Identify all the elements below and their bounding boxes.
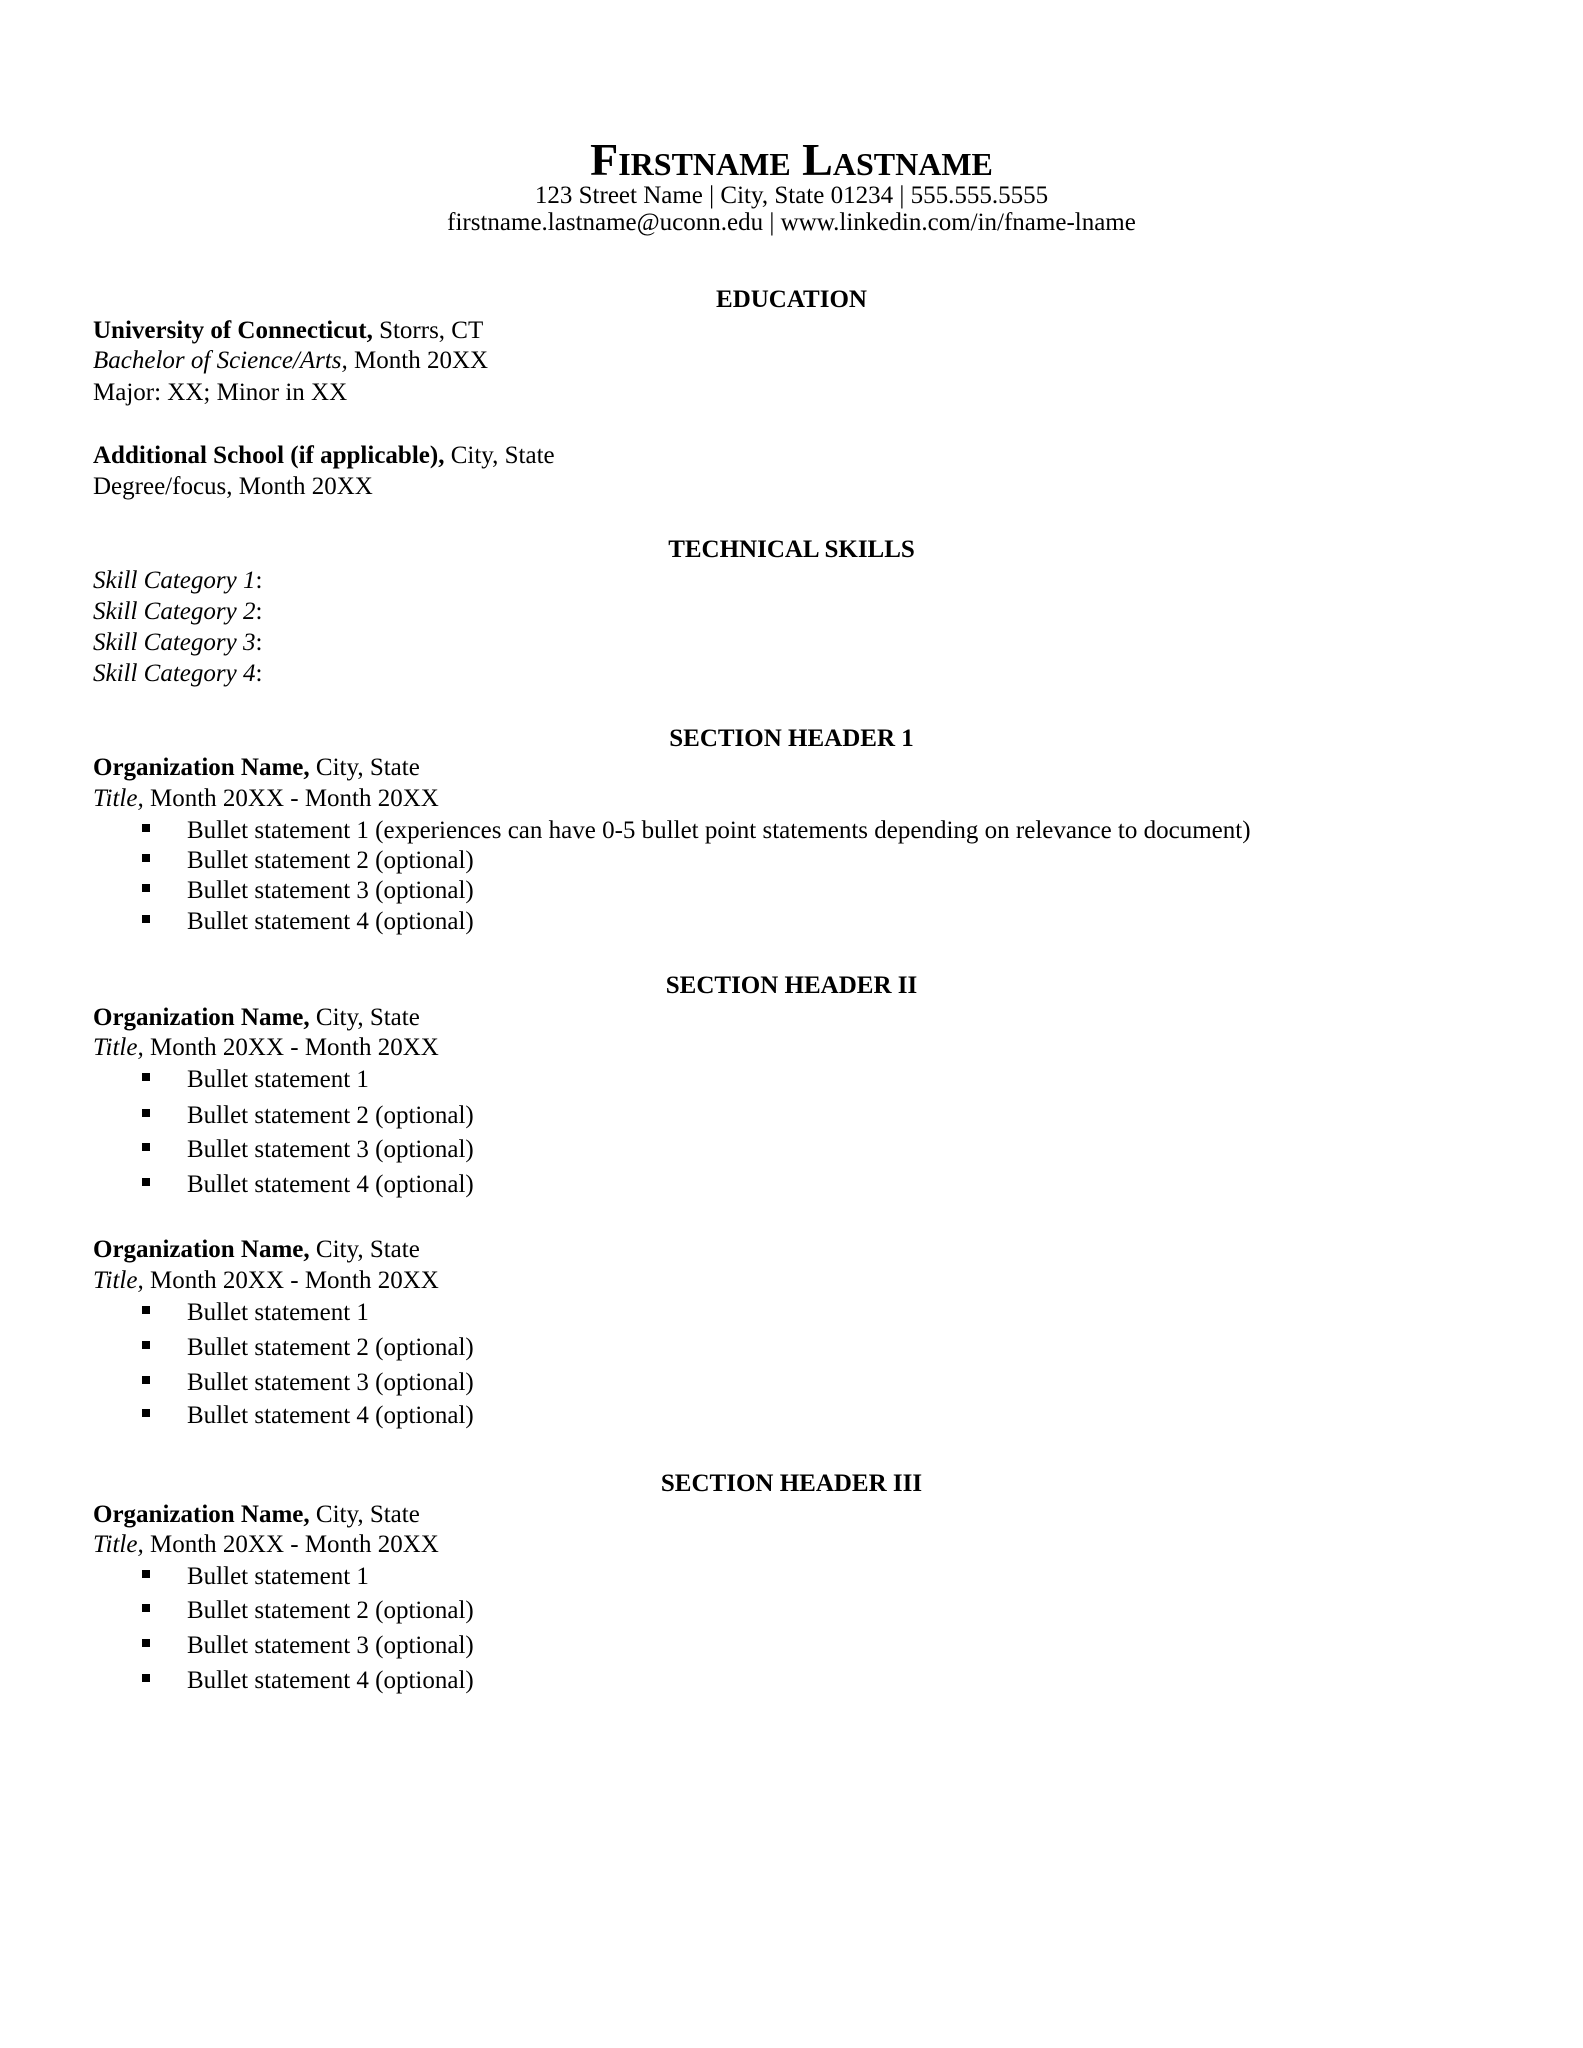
job-title: Title, <box>93 1531 144 1558</box>
school-location: Storrs, CT <box>372 317 484 344</box>
skill-colon: : <box>255 629 263 656</box>
skill-category <box>93 596 262 627</box>
organization-name: Organization Name, <box>93 1501 310 1528</box>
bullet-text: Bullet statement 1 <box>187 1563 369 1590</box>
section-heading-education: EDUCATION <box>716 286 867 313</box>
school-name: Additional School (if applicable), <box>93 442 445 469</box>
skill-category-label: Skill Category 1 <box>93 567 256 594</box>
square-bullet-icon <box>142 1109 150 1117</box>
skill-category <box>93 658 262 689</box>
job-dates: Month 20XX - Month 20XX <box>143 1531 439 1558</box>
skill-colon: : <box>255 660 263 687</box>
degree-line: Degree/focus, Month 20XX <box>93 473 373 500</box>
skill-category-label: Skill Category 4 <box>93 660 256 687</box>
resume-name: Firstname Lastname <box>590 134 993 185</box>
square-bullet-icon <box>142 884 150 892</box>
job-title: Title, <box>93 785 144 812</box>
school-location: City, State <box>444 442 555 469</box>
square-bullet-icon <box>142 854 150 862</box>
organization-name: Organization Name, <box>93 1236 310 1263</box>
degree-date: Month 20XX <box>347 347 489 374</box>
bullet-text: Bullet statement 1 <box>187 1299 369 1326</box>
section-heading-technical-skills: TECHNICAL SKILLS <box>668 536 915 563</box>
skill-category <box>93 627 262 658</box>
organization-line <box>93 1002 420 1033</box>
bullet-text: Bullet statement 4 (optional) <box>187 1667 474 1694</box>
organization-name: Organization Name, <box>93 1004 310 1031</box>
skill-category-label: Skill Category 2 <box>93 598 256 625</box>
job-title: Title, <box>93 1034 144 1061</box>
school-line <box>93 440 555 471</box>
square-bullet-icon <box>142 1073 150 1081</box>
square-bullet-icon <box>142 1143 150 1151</box>
bullet-text: Bullet statement 2 (optional) <box>187 1597 474 1624</box>
organization-location: City, State <box>309 754 420 781</box>
square-bullet-icon <box>142 1178 150 1186</box>
bullet-text: Bullet statement 2 (optional) <box>187 1334 474 1361</box>
skill-category <box>93 565 262 596</box>
skill-colon: : <box>255 567 263 594</box>
square-bullet-icon <box>142 1341 150 1349</box>
title-line <box>93 783 439 814</box>
organization-location: City, State <box>309 1236 420 1263</box>
bullet-text: Bullet statement 3 (optional) <box>187 1369 474 1396</box>
organization-location: City, State <box>309 1501 420 1528</box>
bullet-text: Bullet statement 1 <box>187 1066 369 1093</box>
school-line <box>93 315 483 346</box>
square-bullet-icon <box>142 1376 150 1384</box>
bullet-text: Bullet statement 3 (optional) <box>187 877 474 904</box>
organization-line <box>93 1234 420 1265</box>
bullet-text: Bullet statement 3 (optional) <box>187 1632 474 1659</box>
square-bullet-icon <box>142 1604 150 1612</box>
square-bullet-icon <box>142 824 150 832</box>
job-dates: Month 20XX - Month 20XX <box>143 1034 439 1061</box>
square-bullet-icon <box>142 1409 150 1417</box>
address-line: 123 Street Name | City, State 01234 | 555.555.5555 <box>534 182 1049 209</box>
job-dates: Month 20XX - Month 20XX <box>143 785 439 812</box>
school-name: University of Connecticut, <box>93 317 373 344</box>
degree: Bachelor of Science/Arts, <box>93 347 348 374</box>
skill-category-label: Skill Category 3 <box>93 629 256 656</box>
bullet-text: Bullet statement 4 (optional) <box>187 1171 474 1198</box>
skill-colon: : <box>255 598 263 625</box>
square-bullet-icon <box>142 1674 150 1682</box>
organization-location: City, State <box>309 1004 420 1031</box>
section-heading-1: SECTION HEADER 1 <box>669 725 914 752</box>
degree-line <box>93 345 488 376</box>
square-bullet-icon <box>142 1639 150 1647</box>
title-line <box>93 1032 439 1063</box>
job-dates: Month 20XX - Month 20XX <box>143 1267 439 1294</box>
square-bullet-icon <box>142 1306 150 1314</box>
bullet-text: Bullet statement 2 (optional) <box>187 1102 474 1129</box>
job-title: Title, <box>93 1267 144 1294</box>
bullet-text: Bullet statement 1 (experiences can have 0-5 bullet point statements depending on relevance to document) <box>187 817 1251 844</box>
organization-line <box>93 752 420 783</box>
bullet-text: Bullet statement 4 (optional) <box>187 908 474 935</box>
organization-line <box>93 1499 420 1530</box>
organization-name: Organization Name, <box>93 754 310 781</box>
section-heading-3: SECTION HEADER III <box>660 1470 923 1497</box>
bullet-text: Bullet statement 4 (optional) <box>187 1402 474 1429</box>
contact-line: firstname.lastname@uconn.edu | www.linkedin.com/in/fname-lname <box>447 209 1136 236</box>
bullet-text: Bullet statement 2 (optional) <box>187 847 474 874</box>
bullet-text: Bullet statement 3 (optional) <box>187 1136 474 1163</box>
title-line <box>93 1529 439 1560</box>
square-bullet-icon <box>142 915 150 923</box>
title-line <box>93 1265 439 1296</box>
major-minor-line: Major: XX; Minor in XX <box>93 379 348 406</box>
square-bullet-icon <box>142 1570 150 1578</box>
section-heading-2: SECTION HEADER II <box>665 972 918 999</box>
